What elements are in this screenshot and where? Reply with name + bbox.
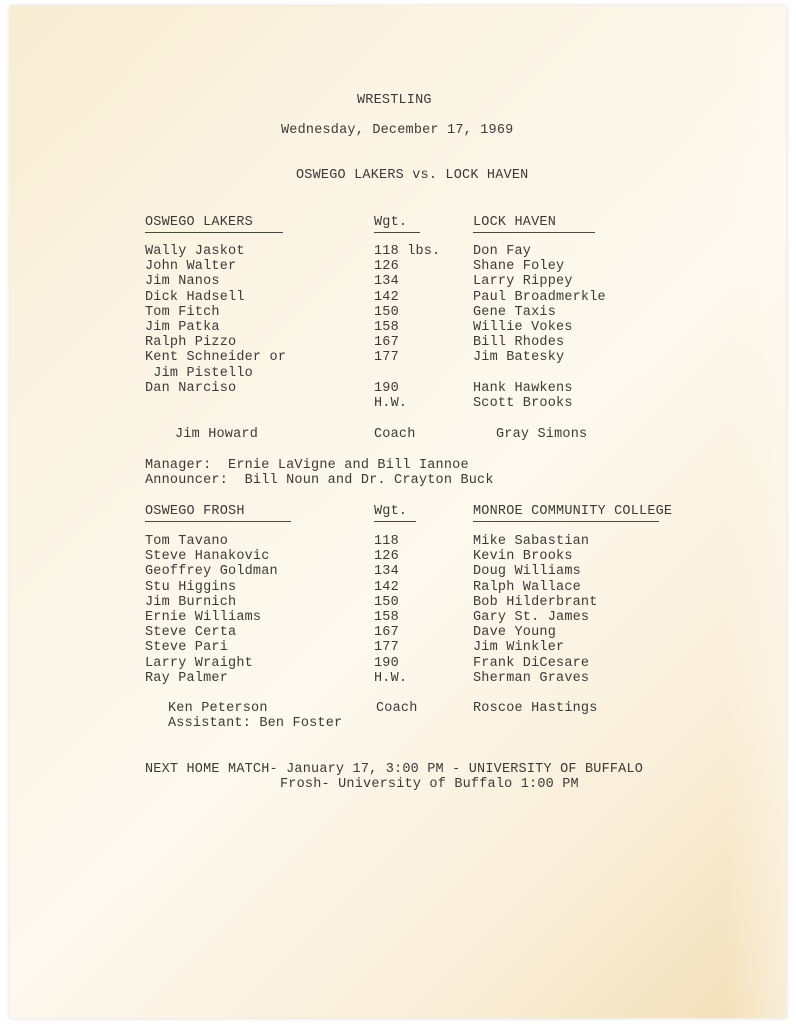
frosh-away-cell: Ralph Wallace (473, 579, 581, 595)
frosh-home-cell: Ray Palmer (145, 670, 229, 686)
frosh-home-cell: Ernie Williams (145, 610, 262, 625)
frosh-home-cell: Stu Higgins (145, 579, 237, 595)
announcer-line: Announcer: Bill Noun and Dr. Crayton Buck (145, 473, 494, 488)
varsity-home-cell: Tom Fitch (145, 304, 220, 320)
varsity-away-cell: Willie Vokes (473, 320, 573, 335)
varsity-home-header: OSWEGO LAKERS (145, 215, 283, 233)
varsity-home-cell: Wally Jaskot (145, 244, 245, 259)
frosh-weight-cell: 158 (374, 610, 399, 625)
varsity-away-coach: Gray Simons (496, 427, 588, 442)
varsity-away-cell: Larry Rippey (473, 274, 573, 290)
varsity-away-cell: Shane Foley (473, 259, 565, 275)
frosh-away-cell: Kevin Brooks (473, 549, 573, 565)
varsity-home-cell: John Walter (145, 259, 237, 275)
frosh-away-header: MONROE COMMUNITY COLLEGE (473, 504, 659, 522)
varsity-away-cell: Hank Hawkens (473, 380, 573, 396)
varsity-home-cell: Ralph Pizzo (145, 335, 237, 351)
frosh-away-cell: Frank DiCesare (473, 655, 590, 671)
varsity-away-cell: Don Fay (473, 244, 532, 259)
page-edge-shading (726, 6, 786, 1018)
varsity-weight-cell: 142 (374, 289, 399, 305)
frosh-away-cell: Doug Williams (473, 564, 581, 580)
varsity-weight-cell: 190 (374, 380, 399, 396)
varsity-weight-cell: 177 (374, 350, 399, 366)
frosh-home-coach: Ken Peterson (168, 701, 268, 716)
varsity-home-cell: Jim Pistello (145, 365, 253, 381)
frosh-weight-cell: 150 (374, 594, 399, 610)
matchup-heading: OSWEGO LAKERS vs. LOCK HAVEN (296, 168, 529, 183)
frosh-weight-cell: 177 (374, 640, 399, 656)
varsity-away-cell: Gene Taxis (473, 304, 557, 320)
frosh-away-cell: Jim Winkler (473, 640, 565, 656)
varsity-home-cell: Jim Nanos (145, 274, 220, 290)
varsity-home-cell: Kent Schneider or (145, 350, 287, 366)
varsity-weight-cell: 167 (374, 335, 399, 351)
document-title: WRESTLING (357, 93, 432, 108)
varsity-away-header: LOCK HAVEN (473, 215, 595, 233)
frosh-weight-cell: 134 (374, 564, 399, 580)
frosh-weight-cell: 167 (374, 625, 399, 641)
varsity-weight-cell: 150 (374, 304, 399, 320)
frosh-home-cell: Steve Pari (145, 640, 229, 656)
varsity-weight-header: Wgt. (374, 215, 420, 233)
varsity-home-cell: Dan Narciso (145, 380, 237, 396)
varsity-weight-cell: 126 (374, 259, 399, 275)
frosh-home-cell: Larry Wraight (145, 655, 253, 671)
frosh-home-cell: Steve Certa (145, 625, 237, 641)
frosh-away-cell: Gary St. James (473, 610, 590, 625)
varsity-home-coach: Jim Howard (175, 427, 259, 442)
varsity-weight-cell: 118 lbs. (374, 244, 441, 259)
varsity-coach-label: Coach (374, 427, 416, 442)
event-date: Wednesday, December 17, 1969 (281, 123, 514, 138)
frosh-weight-cell: 190 (374, 655, 399, 671)
frosh-home-cell: Geoffrey Goldman (145, 564, 278, 580)
varsity-away-cell: Paul Broadmerkle (473, 289, 606, 305)
manager-line: Manager: Ernie LaVigne and Bill Iannoe (145, 458, 469, 473)
frosh-coach-label: Coach (376, 701, 418, 716)
next-frosh-match: Frosh- University of Buffalo 1:00 PM (280, 777, 579, 792)
frosh-away-cell: Mike Sabastian (473, 534, 590, 549)
frosh-assistant-coach: Assistant: Ben Foster (168, 716, 343, 731)
varsity-away-cell: Jim Batesky (473, 350, 565, 366)
frosh-away-coach: Roscoe Hastings (473, 701, 598, 716)
frosh-weight-cell: H.W. (374, 670, 408, 686)
varsity-home-cell: Jim Patka (145, 320, 220, 335)
varsity-home-cell: Dick Hadsell (145, 289, 245, 305)
frosh-home-cell: Tom Tavano (145, 534, 229, 549)
varsity-weight-cell: 134 (374, 274, 399, 290)
frosh-weight-cell: 142 (374, 579, 399, 595)
frosh-away-cell: Sherman Graves (473, 670, 590, 686)
varsity-weight-cell: 158 (374, 320, 399, 335)
frosh-weight-cell: 118 (374, 534, 399, 549)
frosh-home-header: OSWEGO FROSH (145, 504, 291, 522)
next-home-match: NEXT HOME MATCH- January 17, 3:00 PM - UNIVERSITY OF BUFFALO (145, 762, 644, 777)
varsity-weight-cell: H.W. (374, 396, 408, 411)
varsity-away-cell: Bill Rhodes (473, 335, 565, 351)
frosh-away-cell: Dave Young (473, 625, 557, 641)
frosh-home-cell: Jim Burnich (145, 594, 237, 610)
frosh-weight-header: Wgt. (374, 504, 416, 522)
frosh-weight-cell: 126 (374, 549, 399, 565)
frosh-away-cell: Bob Hilderbrant (473, 594, 598, 610)
varsity-away-cell: Scott Brooks (473, 396, 573, 411)
frosh-home-cell: Steve Hanakovic (145, 549, 270, 565)
